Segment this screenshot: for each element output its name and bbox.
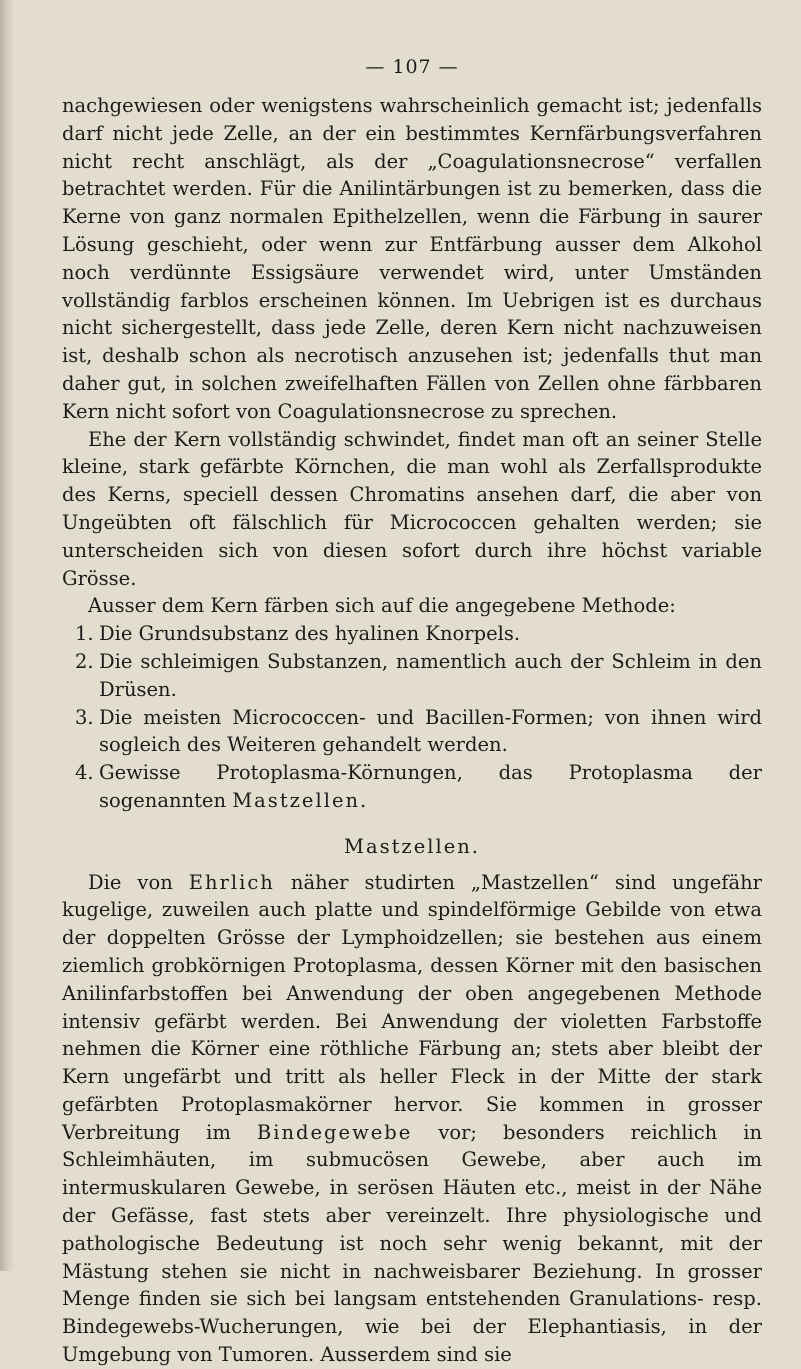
term-spaced: Bindegewebe <box>256 1120 413 1144</box>
list-item-spaced-term: Mastzellen. <box>232 788 369 812</box>
author-name-spaced: Ehrlich <box>188 870 275 894</box>
list-item-text: Die meisten Micrococcen- und Bacillen-Formen; von ihnen wird sogleich des Weiteren gehandelt werden. <box>99 705 762 757</box>
list-item <box>62 704 762 760</box>
paragraph-text: vor; besonders reichlich in Schleimhäuten, im submucösen Gewebe, aber auch im intermuskularen Gewebe, in serösen Häuten etc., meist in der Nähe der Gefässe, fast stets aber vereinzelt. Ihre physiologische und pathologische Bedeutung ist noch sehr wenig bekannt, mit der Mästung stehen sie nicht in nachweisbarer Beziehung. In grosser Menge finden sie sich bei langsam entstehenden Granulations- resp. Bindegewebs-Wucherungen, wie bei der Elephantiasis, in der Umgebung von Tumoren. Ausserdem sind sie <box>62 1120 763 1367</box>
book-page <box>62 56 762 1369</box>
stained-substances-list <box>62 620 762 815</box>
list-item-number: 3. <box>75 705 94 729</box>
paragraph-mastzellen <box>62 869 762 1369</box>
page-number: — 107 — <box>365 56 459 78</box>
paragraph-coagulation: nachgewiesen oder wenigstens wahrscheinlich gemacht ist; jedenfalls darf nicht jede Zelle, an der ein bestimmtes Kernfärbungsverfahren nicht recht anschlägt, als der „Coagulationsnecrose“ verfallen betrachtet werden. Für die Anilintärbungen ist zu bemerken, dass die Kerne von ganz normalen Epithelzellen, wenn die Färbung in saurer Lösung geschieht, oder wenn zur Entfärbung ausser dem Alkohol noch verdünnte Essigsäure verwendet wird, unter Umständen vollständig farblos erscheinen können. Im Uebrigen ist es durchaus nicht sichergestellt, dass jede Zelle, deren Kern nicht nachzuweisen ist, deshalb schon als necrotisch anzusehen ist; jedenfalls thut man daher gut, in solchen zweifelhaften Fällen von Zellen ohne färbbaren Kern nicht sofort von Coagulationsnecrose zu sprechen. <box>62 94 762 423</box>
list-item-text: Gewisse Protoplasma-Körnungen, das Protoplasma der sogenannten <box>99 761 762 812</box>
paragraph-list-intro: Ausser dem Kern färben sich auf die angegebene Methode: <box>88 594 676 618</box>
section-heading: Mastzellen. <box>343 834 481 858</box>
list-item-text: Die Grundsubstanz des hyalinen Knorpels. <box>99 622 521 646</box>
list-item-number: 4. <box>75 761 94 785</box>
list-item-number: 1. <box>75 622 94 646</box>
paragraph-nucleus-granules: Ehe der Kern vollständig schwindet, findet man oft an seiner Stelle kleine, stark gefärbte Körnchen, die man wohl als Zerfallsprodukte des Kerns, speciell dessen Chromatins ansehen darf, die aber von Ungeübten oft fälschlich für Micrococcen gehalten werden; sie unterscheiden sich von diesen sofort durch ihre höchst variable Grösse. <box>62 427 762 590</box>
list-item-number: 2. <box>75 649 94 673</box>
paragraph-text: Die von <box>88 870 189 894</box>
list-item-text: Die schleimigen Substanzen, namentlich auch der Schleim in den Drüsen. <box>99 649 762 701</box>
list-item <box>62 648 762 704</box>
list-item <box>62 759 762 815</box>
paragraph-text: näher studirten „Mastzellen“ sind ungefähr kugelige, zuweilen auch platte und spindelförmige Gebilde von etwa der doppelten Grösse der Lymphoidzellen; sie bestehen aus einem ziemlich grobkörnigen Protoplasma, dessen Körner mit den basischen Anilinfarbstoffen bei Anwendung der oben angegebenen Methode intensiv gefärbt werden. Bei Anwendung der violetten Farbstoffe nehmen die Körner eine röthliche Färbung an; stets aber bleibt der Kern ungefärbt und tritt als heller Fleck in der Mitte der stark gefärbten Protoplasmakörner hervor. Sie kommen in grosser Verbreitung im <box>62 870 762 1144</box>
list-item <box>62 620 762 648</box>
page-edge-shadow <box>0 0 14 1271</box>
